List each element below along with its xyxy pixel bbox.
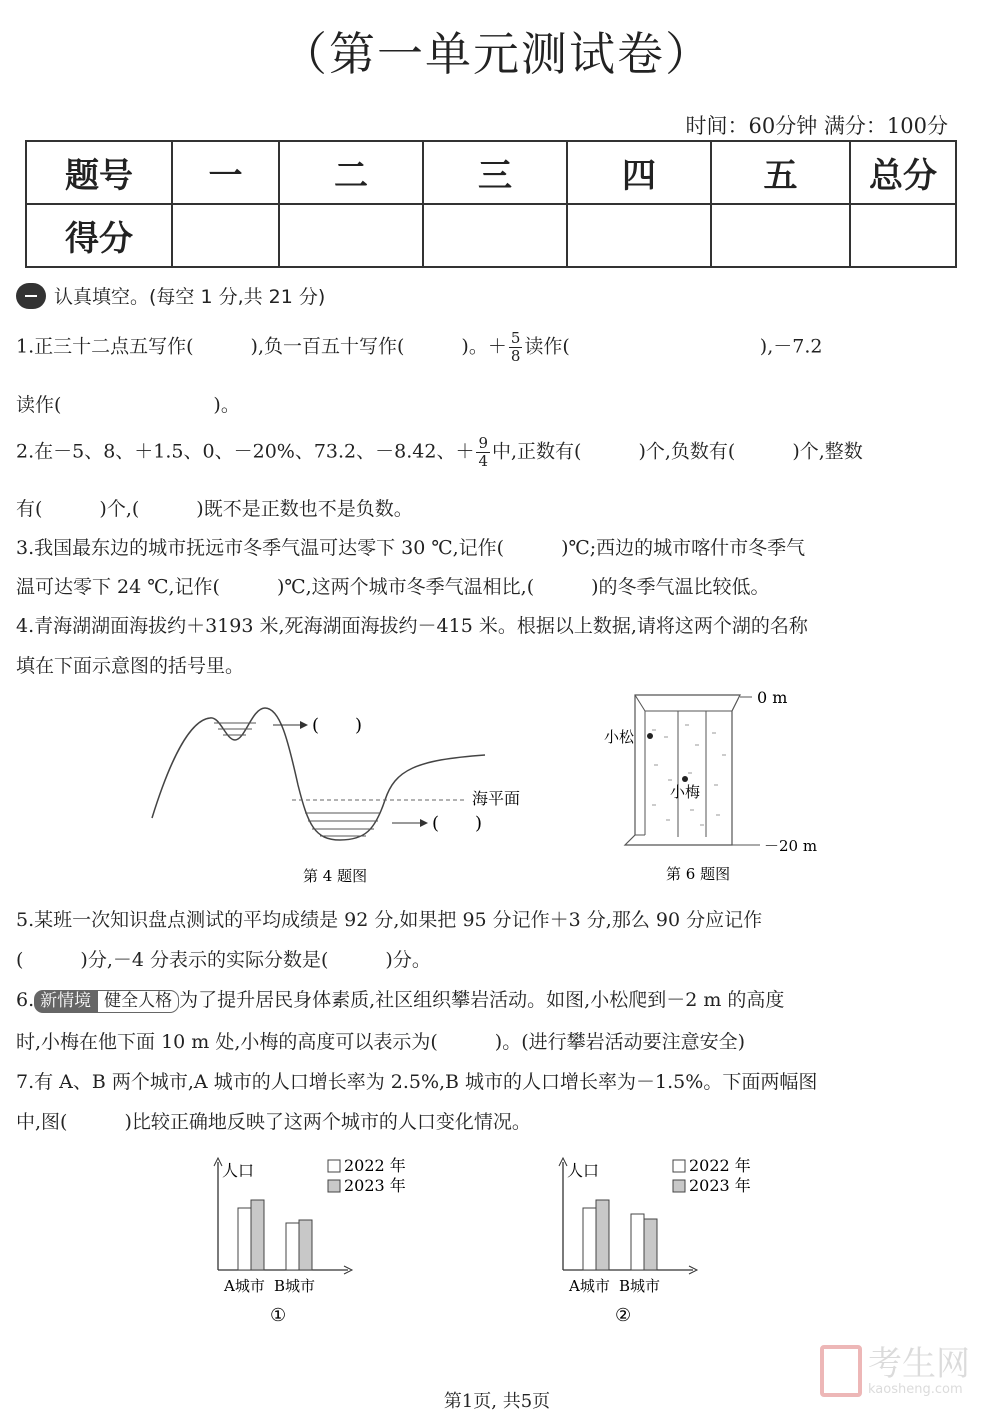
bar [238,1208,251,1270]
section-title: 认真填空。(每空 1 分,共 21 分) [54,286,326,308]
top-height-label: 0 m [757,688,788,707]
fig4-answer-bracket-1[interactable]: ( ) [312,715,363,736]
xiaomei-dot [682,776,688,782]
question-3-line2 [16,575,936,600]
q4-text: 4.青海湖湖面海拔约＋3193 米,死海湖面海拔约－415 米。根据以上数据,请将这两个湖的名称 [16,615,808,637]
exam-meta: 时间：60分钟 满分：100分 [685,114,948,138]
score-input-cell[interactable] [172,204,279,267]
question-1 [16,330,936,365]
fraction [509,330,523,365]
fraction-numerator: 5 [510,329,521,347]
figure-6-caption: 第 6 题图 [666,865,731,883]
question-7 [16,1070,936,1095]
score-cell: 四 [567,141,711,204]
category-label: A城市 [569,1277,610,1295]
q7-text: 中,图( )比较正确地反映了这两个城市的人口变化情况。 [16,1111,531,1133]
watermark [820,1345,970,1397]
score-input-cell[interactable] [711,204,850,267]
fraction-numerator: 9 [478,434,488,452]
fraction [476,435,490,470]
section-heading [16,282,325,309]
score-cell: 一 [172,141,279,204]
climbing-wall-outline [625,695,740,845]
figure-4-diagram [140,700,560,890]
xiaosong-dot [647,733,653,739]
chart-caption: ② [615,1305,632,1326]
q3-text: 温可达零下 24 ℃,记作( )℃,这两个城市冬季气温相比,( )的冬季气温比较低。 [16,576,770,598]
bar [644,1219,657,1270]
q1-text: 读作( ),－7.2 [524,335,823,358]
y-axis-label: 人口 [222,1161,255,1180]
arrow-right-icon [300,721,308,729]
q2-text: 2.在－5、8、＋1.5、0、－20%、73.2、－8.42、＋ [16,440,475,463]
question-7-line2 [16,1110,936,1135]
bar [583,1208,596,1270]
question-1-line2 [16,393,936,418]
bar [251,1200,264,1270]
legend-label: 2023 年 [344,1176,406,1195]
population-chart-1 [200,1150,430,1330]
figure-6-diagram [590,685,820,890]
question-6 [16,988,936,1013]
question-4-line2 [16,654,936,679]
xiaomei-label: 小梅 [670,783,701,801]
bottom-height-label: －20 m [764,837,818,855]
q2-text: 中,正数有( )个,负数有( )个,整数 [492,440,863,463]
score-cell: 总分 [850,141,956,204]
score-entry-row [26,204,956,267]
score-input-cell[interactable] [279,204,423,267]
section-number-icon [16,283,46,309]
category-label: B城市 [274,1277,316,1295]
q5-text: 5.某班一次知识盘点测试的平均成绩是 92 分,如果把 95 分记作＋3 分,那么 90 分应记作 [16,909,763,931]
question-2-line2 [16,497,936,522]
legend-swatch [328,1160,340,1172]
q6-number: 6. [16,989,35,1011]
y-axis-label: 人口 [567,1161,600,1180]
legend-swatch [673,1180,685,1192]
bar [631,1214,644,1270]
legend-label: 2023 年 [689,1176,751,1195]
q2-text: 有( )个,( )既不是正数也不是负数。 [16,498,413,520]
watermark-cn: 考生网 [868,1343,970,1384]
character-tag: 健全人格 [97,990,179,1013]
question-5-line2 [16,948,936,973]
figure-4-caption: 第 4 题图 [303,867,368,885]
score-cell: 题号 [26,141,172,204]
arrow-right-icon [420,819,428,827]
score-cell: 二 [279,141,423,204]
q6-text: 时,小梅在他下面 10 m 处,小梅的高度可以表示为( )。(进行攀岩活动要注意安全) [16,1031,746,1053]
question-3 [16,536,936,561]
fraction-denominator: 8 [510,347,521,365]
q6-text: 为了提升居民身体素质,社区组织攀岩活动。如图,小松爬到－2 m 的高度 [179,989,785,1011]
bar [286,1223,299,1270]
watermark-logo-icon [820,1345,862,1397]
q1-text: 1.正三十二点五写作( ),负一百五十写作( )。＋ [16,335,507,358]
score-row-label: 得分 [26,204,172,267]
xiaosong-label: 小松 [604,728,635,746]
score-input-cell[interactable] [567,204,711,267]
score-cell: 五 [711,141,850,204]
fig4-answer-bracket-2[interactable]: ( ) [432,813,483,834]
score-table [25,140,957,268]
question-6-line2 [16,1030,936,1055]
bar [596,1200,609,1270]
question-5 [16,908,936,933]
legend-swatch [328,1180,340,1192]
q7-text: 7.有 A、B 两个城市,A 城市的人口增长率为 2.5%,B 城市的人口增长率为－1.5%。下面两幅图 [16,1071,818,1093]
chart-caption: ① [270,1305,287,1326]
sea-level-label: 海平面 [472,789,521,808]
category-label: B城市 [619,1277,661,1295]
bar [299,1220,312,1270]
legend-swatch [673,1160,685,1172]
score-header-row [26,141,956,204]
q5-text: ( )分,－4 分表示的实际分数是( )分。 [16,949,431,971]
page-title: （第一单元测试卷） [281,27,713,81]
q4-text: 填在下面示意图的括号里。 [16,655,245,677]
fraction-denominator: 4 [478,452,488,470]
page-footer: 第1页, 共5页 [443,1391,551,1412]
score-input-cell[interactable] [423,204,567,267]
question-4 [16,614,936,639]
population-chart-2 [545,1150,775,1330]
watermark-en: kaosheng.com [868,1381,963,1397]
legend-label: 2022 年 [344,1156,406,1175]
q3-text: 3.我国最东边的城市抚远市冬季气温可达零下 30 ℃,记作( )℃;西边的城市喀什市冬季气 [16,537,806,559]
legend-label: 2022 年 [689,1156,751,1175]
q1-text: 读作( )。 [16,394,240,416]
category-label: A城市 [224,1277,265,1295]
new-context-tag: 新情境 [34,990,97,1013]
score-input-cell[interactable] [850,204,956,267]
score-cell: 三 [423,141,567,204]
question-2 [16,435,936,470]
